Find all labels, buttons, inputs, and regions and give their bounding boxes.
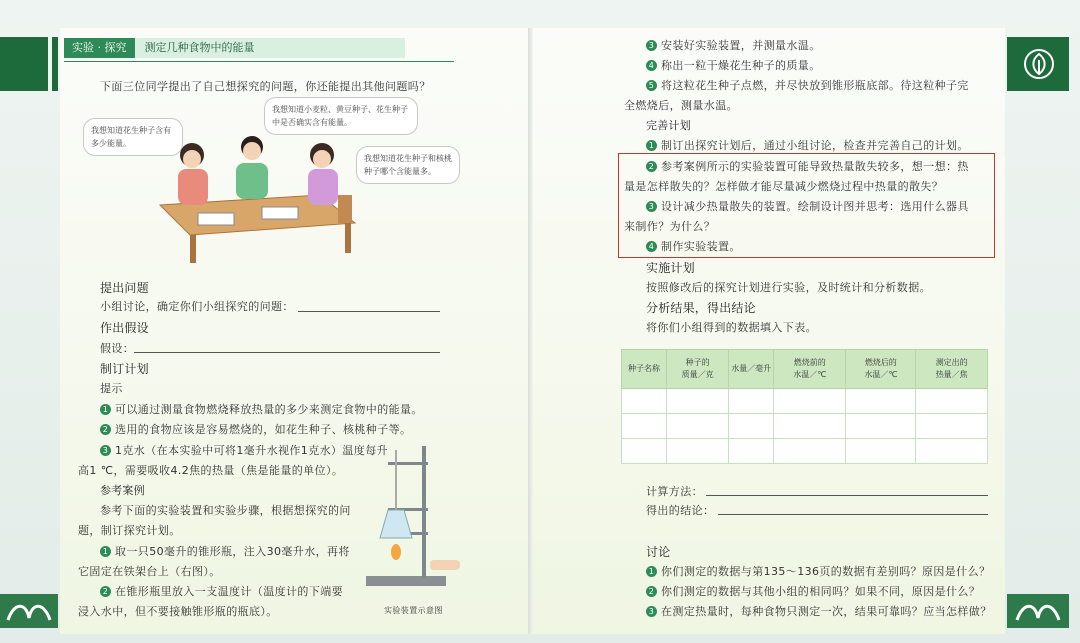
apparatus-figure <box>360 440 470 600</box>
discussion-3: 3 在测定热量时，每种食物只测定一次，结果可靠吗？应当怎样做？ <box>646 603 992 619</box>
sprout-decoration-icon <box>4 598 54 624</box>
step-5-cont: 全燃烧后，测量水温。 <box>624 99 738 112</box>
question-answer-line <box>298 311 440 312</box>
table-cell[interactable] <box>774 439 846 464</box>
figure-caption: 实验装置示意图 <box>384 606 443 615</box>
table-row <box>622 439 988 464</box>
improve-3: 3 设计减少热量散失的装置。绘制设计图并思考：选用什么器具 <box>646 198 969 214</box>
analysis-text: 将你们小组得到的数据填入下表。 <box>646 321 817 334</box>
implement-text: 按照修改后的探究计划进行实验，及时统计和分析数据。 <box>646 281 931 294</box>
table-cell[interactable] <box>916 389 988 414</box>
hint-3: 3 1克水（在本实验中可将1毫升水视作1克水）温度每升 <box>100 442 388 458</box>
discussion-1: 1 你们测定的数据与第135～136页的数据有差别吗？原因是什么？ <box>646 563 990 579</box>
hypothesis-prompt: 假设： <box>100 342 135 355</box>
heading-reference: 参考案例 <box>100 484 145 497</box>
table-header-row <box>622 350 988 389</box>
heading-question: 提出问题 <box>100 281 149 295</box>
heading-hypothesis: 作出假设 <box>100 321 149 335</box>
heading-improve: 完善计划 <box>646 119 691 132</box>
table-cell[interactable] <box>846 439 916 464</box>
table-cell[interactable] <box>667 439 729 464</box>
hypothesis-answer-line <box>134 352 440 353</box>
table-header-cell: 种子的 质量／克 <box>667 350 729 389</box>
section-title: 测定几种食物中的能量 <box>135 38 405 58</box>
table-cell[interactable] <box>622 389 667 414</box>
heading-hints: 提示 <box>100 382 123 395</box>
hint-1: 1 可以通过测量食物燃烧释放热量的多少来测定食物中的能量。 <box>100 401 423 417</box>
heading-implement: 实施计划 <box>646 261 695 275</box>
table-cell[interactable] <box>622 439 667 464</box>
heading-discussion: 讨论 <box>646 545 671 559</box>
heading-plan: 制订计划 <box>100 362 149 376</box>
left-green-strip <box>52 37 58 91</box>
reference-text-cont: 题，制订探究计划。 <box>78 524 181 537</box>
reference-text: 参考下面的实验装置和实验步骤，根据想探究的问 <box>100 504 351 517</box>
table-cell[interactable] <box>729 389 774 414</box>
table-cell[interactable] <box>774 389 846 414</box>
intro-text: 下面三位同学提出了自己想探究的问题，你还能提出其他问题吗？ <box>100 80 431 93</box>
improve-4: 4 制作实验装置。 <box>646 238 741 254</box>
table-cell[interactable] <box>622 414 667 439</box>
speech-bubble-1: 我想知道花生种子含有多少能量。 <box>83 118 183 156</box>
table-header-cell: 测定出的 热量／焦 <box>916 350 988 389</box>
table-header-cell: 燃烧前的 水温／℃ <box>774 350 846 389</box>
hint-2: 2 选用的食物应该是容易燃烧的，如花生种子、核桃种子等。 <box>100 421 411 437</box>
table-cell[interactable] <box>916 439 988 464</box>
section-tag-label: 实验 · 探究 <box>64 38 135 58</box>
table-header-cell: 种子名称 <box>622 350 667 389</box>
table-cell[interactable] <box>667 389 729 414</box>
title-rule <box>64 61 454 62</box>
book-spine <box>528 28 533 634</box>
speech-bubble-2: 我想知道小麦粒、黄豆种子、花生种子中是否确实含有能量。 <box>264 97 418 135</box>
table-cell[interactable] <box>729 439 774 464</box>
discussion-2: 2 你们测定的数据与其他小组的相同吗？如果不同，原因是什么？ <box>646 583 980 599</box>
table-row <box>622 414 988 439</box>
step-4: 4 称出一粒干燥花生种子的质量。 <box>646 57 821 73</box>
improve-3-cont: 来制作？为什么？ <box>624 220 716 233</box>
step-2-cont: 浸入水中，但不要接触锥形瓶的瓶底）。 <box>78 605 278 618</box>
speech-bubble-3: 我想知道花生种子和核桃种子哪个含能量多。 <box>356 146 460 184</box>
step-1: 1 取一只50毫升的锥形瓶，注入30毫升水，再将 <box>100 543 350 559</box>
step-1-cont: 它固定在铁架台上（右图）。 <box>78 565 221 578</box>
calc-label: 计算方法： <box>646 485 703 498</box>
step-5: 5 将这粒花生种子点燃，并尽快放到锥形瓶底部。待这粒种子完 <box>646 77 969 93</box>
calc-answer-line <box>706 495 988 496</box>
table-cell[interactable] <box>846 389 916 414</box>
table-cell[interactable] <box>846 414 916 439</box>
table-cell[interactable] <box>729 414 774 439</box>
question-prompt: 小组讨论，确定你们小组探究的问题： <box>100 300 294 313</box>
step-3: 3 安装好实验装置，并测量水温。 <box>646 37 821 53</box>
hint-3-cont: 高1 ℃，需要吸收4.2焦的热量（焦是能量的单位）。 <box>78 464 344 477</box>
table-cell[interactable] <box>774 414 846 439</box>
table-cell[interactable] <box>916 414 988 439</box>
table-cell[interactable] <box>667 414 729 439</box>
heading-analysis: 分析结果，得出结论 <box>646 301 756 315</box>
improve-1: 1 制订出探究计划后，通过小组讨论，检查并完善自己的计划。 <box>646 137 969 153</box>
sprout-decoration-icon <box>1012 598 1064 624</box>
table-row <box>622 389 988 414</box>
table-header-cell: 燃烧后的 水温／℃ <box>846 350 916 389</box>
step-2: 2 在锥形瓶里放入一支温度计（温度计的下端要 <box>100 583 343 599</box>
leaf-logo-icon <box>1018 43 1060 85</box>
data-table <box>621 349 988 464</box>
section-tag <box>64 38 405 58</box>
left-green-band <box>0 37 48 91</box>
table-header-cell: 水量／毫升 <box>729 350 774 389</box>
conclusion-answer-line <box>718 514 988 515</box>
students-illustration <box>150 135 360 265</box>
improve-2-cont: 量是怎样散失的？怎样做才能尽量减少燃烧过程中热量的散失？ <box>624 180 944 193</box>
conclusion-label: 得出的结论： <box>646 504 715 517</box>
improve-2: 2 参考案例所示的实验装置可能导致热量散失较多，想一想：热 <box>646 158 969 174</box>
